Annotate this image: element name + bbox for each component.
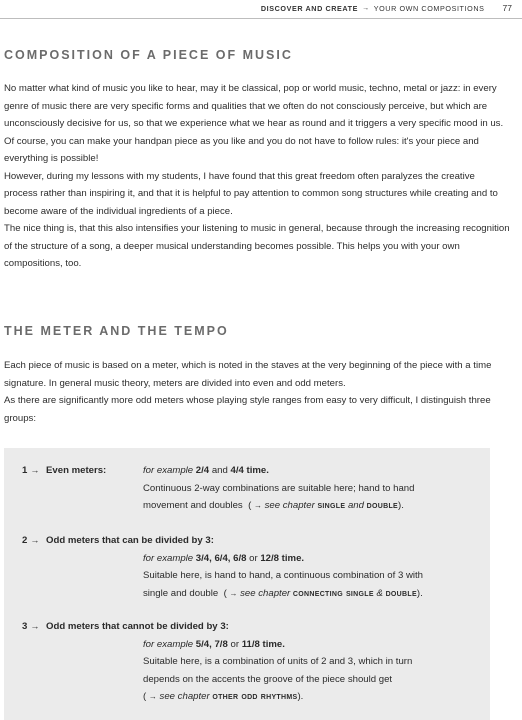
header-divider [0, 18, 522, 19]
section-meter-body [4, 357, 510, 427]
arrow-right-icon: → [253, 501, 262, 510]
group-label: Even meters: [46, 465, 107, 476]
group-number: 3 → [22, 621, 40, 632]
paragraph: As there are significantly more odd meters whose playing style ranges from easy to very difficult, I distinguish three groups: [4, 395, 491, 424]
group-description: for example 3/4, 6/4, 6/8 or 12/8 time. Suitable here, is hand to hand, a continuous combination of 3 with single and double ( → see chapter connecting single & double). [143, 552, 424, 599]
group-number: 2 → [22, 535, 40, 546]
arrow-right-icon: → [30, 621, 40, 631]
section-name: YOUR OWN COMPOSITIONS [373, 3, 485, 13]
chapter-name: DISCOVER AND CREATE [260, 3, 359, 13]
arrow-right-icon: → [362, 4, 370, 12]
group-number: 1 → [22, 465, 40, 476]
chapter-reference: ( → see chapter single and double). [248, 500, 404, 511]
chapter-reference: ( → see chapter connecting single & double). [223, 587, 423, 599]
paragraph: Each piece of music is based on a meter, which is noted in the staves at the very beginning of the piece with a time signature. In general music theory, meters are divided into even and odd meters. [4, 360, 492, 389]
group-label: Odd meters that can be divided by 3: [46, 535, 214, 546]
group-description: for example 5/4, 7/8 or 11/8 time. Suitable here, is a combination of units of 2 and 3, which in turn depends on the accents the groove of the piece should get ( → see chapter other odd rhythms). [143, 638, 413, 702]
chapter-reference: ( → see chapter other odd rhythms). [143, 691, 304, 702]
meter-groups-box [4, 448, 490, 720]
arrow-right-icon: → [148, 692, 157, 701]
arrow-right-icon: → [229, 588, 238, 598]
section-composition-body [4, 80, 510, 273]
paragraph: No matter what kind of music you like to hear, may it be classical, pop or world music, techno, metal or jazz: in every genre of music there are very specific forms and qualities that we often do not consciously perceive, but which are unconsciously decisive for us, so that we experience what we hear as round and it triggers a very specific mood in us. [4, 83, 504, 129]
paragraph: However, during my lessons with my students, I have found that this great freedom often paralyzes the creative process rather than inspiring it, and that it is helpful to pay attention to common song structures while creating and to become aware of the individual ingredients of a piece. [4, 170, 498, 217]
group-label: Odd meters that cannot be divided by 3: [46, 621, 229, 632]
section-title-composition: COMPOSITION OF A PIECE OF MUSIC [4, 48, 293, 62]
running-head [261, 3, 512, 13]
paragraph: The nice thing is, that this also intensifies your listening to music in general, because through the increasing recognition of the structure of a song, a deeper musical understanding becomes possible. This helps you with your own compositions, too. [4, 223, 510, 269]
paragraph: Of course, you can make your handpan piece as you like and you do not have to follow rules: it's your piece and everything is possible! [4, 135, 479, 164]
arrow-right-icon: → [30, 535, 40, 545]
section-title-meter-tempo: THE METER AND THE TEMPO [4, 324, 229, 338]
page-number: 77 [502, 3, 512, 13]
arrow-right-icon: → [30, 465, 40, 475]
group-description: for example 2/4 and 4/4 time. Continuous 2-way combinations are suitable here; hand to hand movement and doubles ( → see chapter single and double). [143, 465, 415, 511]
